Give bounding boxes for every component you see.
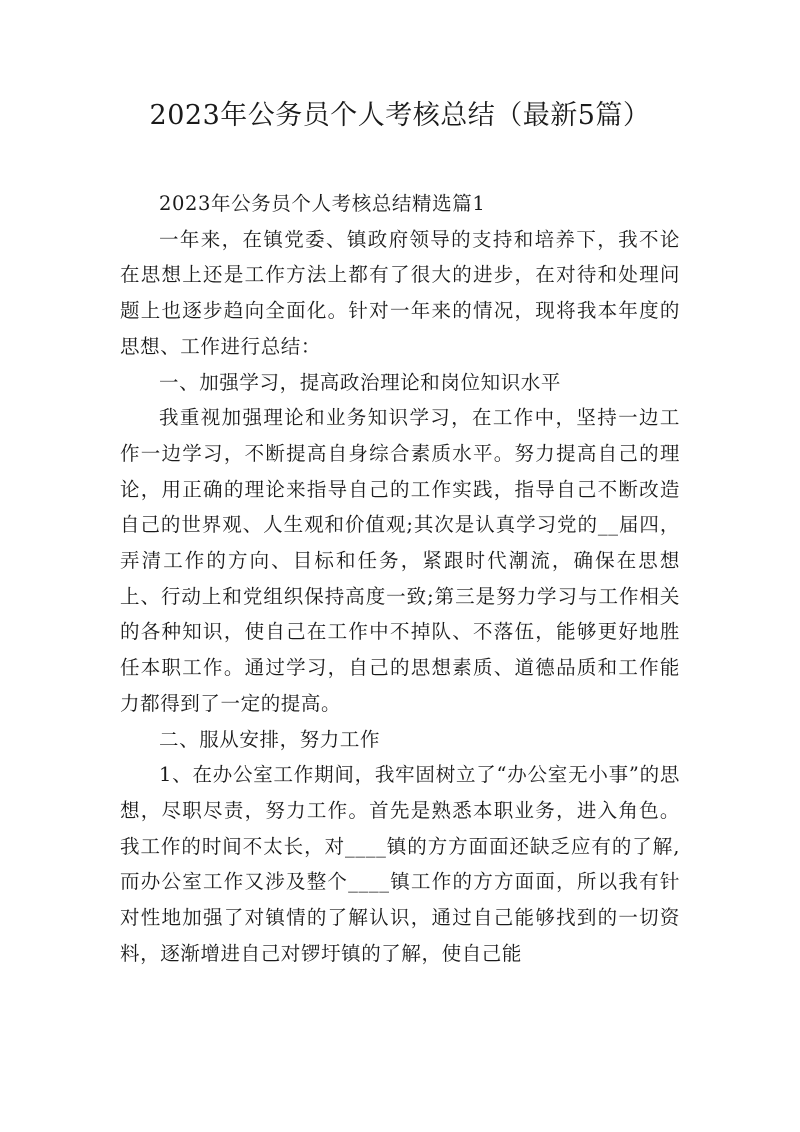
office-work-paragraph: 1、在办公室工作期间，我牢固树立了“办公室无小事”的思想，尽职尽责，努力工作。首先是熟悉本职业务，进入角色。我工作的时间不太长，对____镇的方方面面还缺乏应有的了解,而办公室工作又涉及整个____镇工作的方方面面，所以我有针对性地加强了对镇情的了解认识，通过自己能够找到的一切资料，逐渐增进自己对锣圩镇的了解，使自己能 xyxy=(120,763,680,965)
heading-study: 一、加强学习，提高政治理论和岗位知识水平 xyxy=(159,370,562,394)
section-title: 2023年公务员个人考核总结精选篇1 xyxy=(159,192,486,215)
document-body xyxy=(120,186,680,971)
document-title: 2023年公务员个人考核总结（最新5篇） xyxy=(149,100,651,131)
heading-work: 二、服从安排，努力工作 xyxy=(159,727,381,751)
study-paragraph: 我重视加强理论和业务知识学习，在工作中，坚持一边工作一边学习，不断提高自身综合素质水平。努力提高自己的理论，用正确的理论来指导自己的工作实践，指导自己不断改造自己的世界观、人生观和价值观;其次是认真学习党的__届四，弄清工作的方向、目标和任务，紧跟时代潮流，确保在思想上、行动上和党组织保持高度一致;第三是努力学习与工作相关的各种知识，使自己在工作中不掉队、不落伍，能够更好地胜任本职工作。通过学习，自己的思想素质、道德品质和工作能力都得到了一定的提高。 xyxy=(120,406,680,715)
intro-paragraph: 一年来，在镇党委、镇政府领导的支持和培养下，我不论在思想上还是工作方法上都有了很大的进步，在对待和处理问题上也逐步趋向全面化。针对一年来的情况，现将我本年度的思想、工作进行总结： xyxy=(120,227,680,358)
